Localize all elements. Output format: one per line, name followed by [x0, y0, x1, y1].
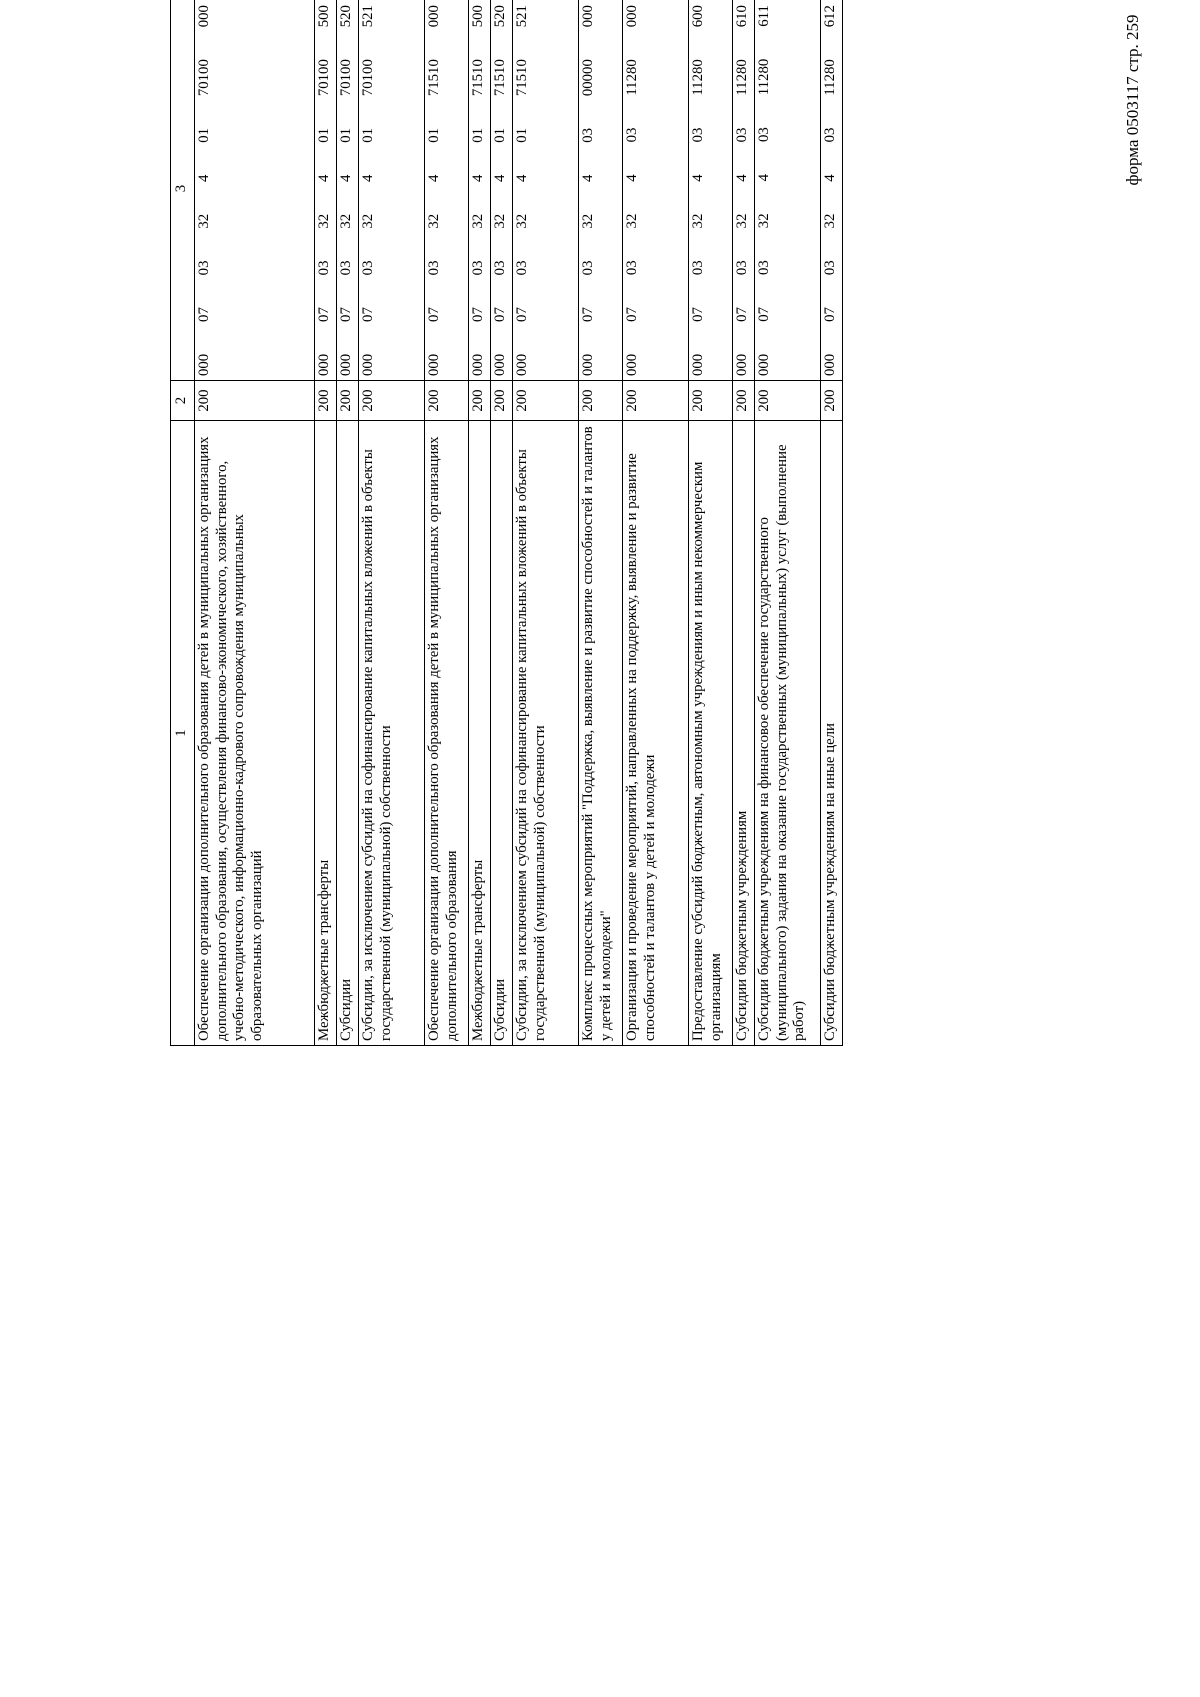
- budget-code-part: 03: [492, 260, 509, 276]
- budget-code-cell: [579, 0, 623, 381]
- budget-code-cell: [359, 0, 425, 381]
- budget-code-part: 000: [426, 5, 443, 28]
- budget-code-part: 01: [316, 127, 333, 143]
- budget-code-part: 00000: [580, 59, 597, 97]
- budget-code-part: 03: [580, 260, 597, 276]
- row-name-cell: Субсидии, за исключением субсидий на софинансирование капитальных вложений в объекты государственной (муниципальной) собственности: [359, 421, 425, 1046]
- budget-code-part: 07: [338, 307, 355, 322]
- budget-code-part: 11280: [624, 59, 641, 96]
- row-name-cell: Межбюджетные трансферты: [315, 421, 337, 1046]
- budget-code-part: 520: [338, 5, 355, 28]
- budget-code: [822, 1, 839, 376]
- budget-code-part: 000: [580, 5, 597, 28]
- budget-code-part: 000: [514, 353, 531, 376]
- budget-code-cell: [623, 0, 689, 381]
- row-name-cell: Субсидии бюджетным учреждениям на иные цели: [821, 421, 843, 1046]
- table-row: [755, 0, 821, 1046]
- row-name-cell: Субсидии: [337, 421, 359, 1046]
- budget-code-part: 03: [580, 127, 597, 143]
- budget-code-part: 4: [624, 174, 641, 182]
- budget-code-part: 03: [756, 260, 773, 275]
- budget-code-part: 500: [316, 5, 333, 28]
- budget-code-part: 11280: [734, 59, 751, 96]
- table-row: [579, 0, 623, 1046]
- budget-code-part: 07: [426, 307, 443, 322]
- budget-code-part: 4: [492, 174, 509, 183]
- budget-code-part: 000: [316, 353, 333, 376]
- line-code-cell: 200: [579, 381, 623, 421]
- header-cell: 3: [171, 0, 195, 381]
- line-code-cell: 200: [359, 381, 425, 421]
- budget-code-cell: [733, 0, 755, 381]
- budget-code-part: 03: [690, 127, 707, 143]
- budget-code-part: 07: [624, 307, 641, 322]
- budget-code-part: 03: [316, 260, 333, 276]
- budget-code-part: 07: [822, 307, 839, 322]
- budget-code-part: 71510: [514, 59, 531, 97]
- budget-code-part: 70100: [360, 59, 377, 97]
- budget-code-cell: [425, 0, 469, 381]
- table-row: [337, 0, 359, 1046]
- budget-code-part: 500: [470, 5, 487, 28]
- budget-code-part: 03: [756, 127, 773, 142]
- budget-code-part: 01: [338, 127, 355, 143]
- budget-code-part: 01: [514, 127, 531, 143]
- budget-code-part: 000: [624, 353, 641, 376]
- budget-code: [316, 1, 333, 376]
- row-name-cell: Субсидии бюджетным учреждениям: [733, 421, 755, 1046]
- budget-code-part: 521: [360, 5, 377, 28]
- table-row: [195, 0, 315, 1046]
- row-name-cell: Предоставление субсидий бюджетным, автономным учреждениям и иным некоммерческим организациям: [689, 421, 733, 1046]
- budget-code-part: 000: [360, 353, 377, 376]
- budget-code-part: 000: [426, 353, 443, 376]
- table-row: [733, 0, 755, 1046]
- budget-code-part: 4: [514, 174, 531, 183]
- budget-code-part: 000: [492, 353, 509, 376]
- budget-code-part: 32: [690, 213, 707, 229]
- line-code-cell: 200: [755, 381, 821, 421]
- budget-code-part: 611: [756, 5, 773, 27]
- budget-code-part: 07: [196, 307, 213, 322]
- budget-code-part: 03: [624, 260, 641, 276]
- budget-code-part: 4: [426, 174, 443, 183]
- budget-code-cell: [315, 0, 337, 381]
- budget-code-part: 01: [196, 127, 213, 143]
- budget-code-part: 70100: [316, 59, 333, 97]
- line-code-cell: 200: [821, 381, 843, 421]
- budget-code: [734, 1, 751, 376]
- budget-code-part: 07: [756, 307, 773, 322]
- budget-code-part: 612: [822, 5, 839, 28]
- budget-code-part: 71510: [470, 59, 487, 97]
- budget-code-part: 03: [822, 260, 839, 276]
- budget-code-part: 07: [470, 307, 487, 322]
- budget-code-part: 000: [624, 5, 641, 28]
- budget-code-part: 11280: [690, 59, 707, 96]
- row-name-cell: Обеспечение организации дополнительного образования детей в муниципальных организациях дополнительного образования: [425, 421, 469, 1046]
- budget-code-part: 4: [360, 174, 377, 183]
- budget-code-part: 32: [196, 213, 213, 229]
- budget-code-part: 4: [734, 174, 751, 182]
- line-code-cell: 200: [733, 381, 755, 421]
- budget-code-part: 520: [492, 5, 509, 28]
- budget-code: [470, 1, 487, 376]
- budget-code-cell: [755, 0, 821, 381]
- line-code-cell: 200: [425, 381, 469, 421]
- budget-code: [196, 1, 213, 376]
- row-name-cell: Комплекс процессных мероприятий "Поддержка, выявление и развитие способностей и талантов у детей и молодежи": [579, 421, 623, 1046]
- budget-code-part: 07: [360, 307, 377, 322]
- header-row: [171, 0, 195, 1046]
- line-code-cell: 200: [195, 381, 315, 421]
- budget-code-part: 07: [580, 307, 597, 322]
- row-name-cell: Субсидии, за исключением субсидий на софинансирование капитальных вложений в объекты государственной (муниципальной) собственности: [513, 421, 579, 1046]
- line-code-cell: 200: [469, 381, 491, 421]
- budget-code-part: 11280: [822, 59, 839, 96]
- budget-code-part: 03: [734, 260, 751, 276]
- budget-code-part: 32: [580, 213, 597, 229]
- budget-code-part: 71510: [426, 59, 443, 97]
- report-page: [170, 0, 1050, 1046]
- table-row: [315, 0, 337, 1046]
- budget-code-part: 000: [734, 353, 751, 376]
- budget-code: [426, 1, 443, 376]
- budget-code: [514, 1, 531, 376]
- budget-code-part: 32: [426, 213, 443, 229]
- table-row: [469, 0, 491, 1046]
- budget-code-part: 32: [734, 213, 751, 229]
- budget-code-part: 4: [316, 174, 333, 183]
- budget-code: [338, 1, 355, 376]
- budget-code-part: 01: [360, 127, 377, 143]
- budget-code-part: 000: [690, 353, 707, 376]
- budget-code-cell: [513, 0, 579, 381]
- budget-code-part: 4: [580, 174, 597, 183]
- budget-code-cell: [491, 0, 513, 381]
- budget-code: [492, 1, 509, 376]
- budget-code-part: 4: [338, 174, 355, 183]
- budget-code: [756, 1, 773, 376]
- table-body: [195, 0, 843, 1046]
- table-row: [513, 0, 579, 1046]
- budget-code-part: 71510: [492, 59, 509, 97]
- line-code-cell: 200: [623, 381, 689, 421]
- budget-code-part: 32: [514, 213, 531, 229]
- budget-code-cell: [469, 0, 491, 381]
- header-cell: 1: [171, 421, 195, 1046]
- budget-code-part: 03: [470, 260, 487, 276]
- budget-code-part: 000: [196, 5, 213, 28]
- line-code-cell: 200: [337, 381, 359, 421]
- budget-code-part: 610: [734, 5, 751, 28]
- budget-code-part: 07: [514, 307, 531, 322]
- budget-code-part: 03: [624, 127, 641, 143]
- budget-code-part: 01: [470, 127, 487, 143]
- budget-code-part: 32: [492, 213, 509, 229]
- line-code-cell: 200: [689, 381, 733, 421]
- budget-code-part: 03: [196, 260, 213, 276]
- budget-code-part: 03: [360, 260, 377, 276]
- budget-code-part: 000: [822, 353, 839, 376]
- table-row: [821, 0, 843, 1046]
- row-name-cell: Субсидии бюджетным учреждениям на финансовое обеспечение государственного (муниципального) задания на оказание государственных (муниципальных) услуг (выполнение работ): [755, 421, 821, 1046]
- header-cell: 2: [171, 381, 195, 421]
- budget-code-part: 32: [316, 213, 333, 229]
- budget-code: [360, 1, 377, 376]
- budget-code-part: 07: [492, 307, 509, 322]
- budget-code-part: 03: [690, 260, 707, 276]
- budget-code-part: 32: [360, 213, 377, 229]
- budget-code-part: 000: [580, 353, 597, 376]
- budget-code-part: 70100: [196, 59, 213, 97]
- budget-code-part: 03: [734, 127, 751, 143]
- budget-code-part: 03: [426, 260, 443, 276]
- row-name-cell: Организация и проведение мероприятий, направленных на поддержку, выявление и развитие способностей и талантов у детей и молодежи: [623, 421, 689, 1046]
- budget-code: [580, 1, 597, 376]
- line-code-cell: 200: [513, 381, 579, 421]
- row-name-cell: Межбюджетные трансферты: [469, 421, 491, 1046]
- budget-code-part: 07: [734, 307, 751, 322]
- table-row: [689, 0, 733, 1046]
- budget-code-part: 4: [196, 174, 213, 183]
- budget-code-part: 32: [338, 213, 355, 229]
- budget-code-part: 000: [756, 353, 773, 376]
- budget-code-part: 000: [470, 353, 487, 376]
- budget-code-part: 4: [690, 174, 707, 182]
- budget-code: [624, 1, 641, 376]
- line-code-cell: 200: [315, 381, 337, 421]
- row-name-cell: Обеспечение организации дополнительного образования детей в муниципальных организациях дополнительного образования, осуществления финансово-экономического, хозяйственного, учебно-методического, информационно-кадрового сопровождения муниципальных образовательных организаций: [195, 421, 315, 1046]
- budget-code-part: 11280: [756, 58, 773, 96]
- budget-code-part: 4: [470, 174, 487, 183]
- row-name-cell: Субсидии: [491, 421, 513, 1046]
- budget-code-part: 01: [492, 127, 509, 143]
- budget-code-part: 32: [624, 213, 641, 229]
- table-row: [425, 0, 469, 1046]
- budget-code-part: 03: [514, 260, 531, 276]
- budget-code-part: 4: [756, 174, 773, 182]
- budget-code-part: 32: [822, 213, 839, 229]
- budget-code-cell: [821, 0, 843, 381]
- budget-code-part: 000: [196, 353, 213, 376]
- form-page-label: форма 0503117 стр. 259: [1123, 14, 1142, 186]
- budget-code-part: 32: [470, 213, 487, 229]
- line-code-cell: 200: [491, 381, 513, 421]
- budget-code-part: 07: [316, 307, 333, 322]
- budget-code-part: 07: [690, 307, 707, 322]
- budget-code-part: 03: [338, 260, 355, 276]
- table-row: [491, 0, 513, 1046]
- table-row: [623, 0, 689, 1046]
- budget-code-part: 70100: [338, 59, 355, 97]
- expenditure-table: [170, 0, 843, 1046]
- budget-code-part: 03: [822, 127, 839, 143]
- table-row: [359, 0, 425, 1046]
- budget-code-part: 000: [338, 353, 355, 376]
- budget-code-part: 01: [426, 127, 443, 143]
- budget-code-part: 4: [822, 174, 839, 182]
- budget-code-part: 600: [690, 5, 707, 28]
- budget-code-cell: [337, 0, 359, 381]
- budget-code: [690, 1, 707, 376]
- budget-code-cell: [689, 0, 733, 381]
- budget-code-part: 32: [756, 213, 773, 229]
- budget-code-part: 521: [514, 5, 531, 28]
- budget-code-cell: [195, 0, 315, 381]
